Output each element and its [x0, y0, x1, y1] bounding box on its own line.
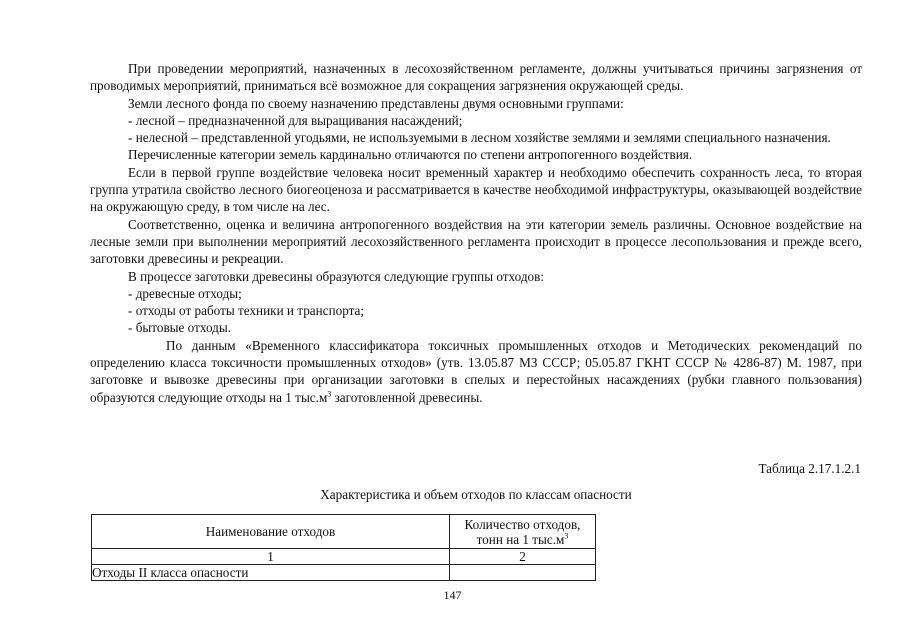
paragraph: В процессе заготовки древесины образуются следующие группы отходов:	[128, 268, 545, 284]
paragraph: Земли лесного фонда по своему назначению представлены двумя основными группами:	[128, 95, 624, 111]
table-caption: Таблица 2.17.1.2.1	[758, 461, 861, 476]
table-row	[92, 565, 596, 581]
waste-value-cell	[450, 565, 596, 581]
column-number: 1	[92, 549, 450, 565]
waste-table	[91, 514, 596, 581]
table-title: Характеристика и объем отходов по классам опасности	[320, 487, 632, 502]
paragraph: Перечисленные категории земель кардинально отличаются по степени антропогенного воздействия.	[128, 147, 693, 163]
quantity-header-line2: тонн на 1 тыс.м	[476, 531, 565, 547]
quantity-header-line1: Количество отходов,	[464, 516, 581, 532]
paragraph: Если в первой группе воздействие человека носит временный характер и необходимо обеспечить сохранность леса, то вторая группа утратила свойство лесного биогеоценоза и рассматривается в качестве необходимой инфраструктуры, оказывающей воздействие на окружающую среду, в том числе на лес.	[90, 164, 862, 215]
list-item: - бытовые отходы.	[128, 320, 232, 336]
paragraph-text: По данным «Временного классификатора токсичных промышленных отходов и Методических рекомендаций по определению класса токсичности промышленных отходов» (утв. 13.05.87 МЗ СССР; 05.05.87 ГКНТ СССР № 4286-87) М. 1987, при заготовке и вывозке древесины при организации заготовки в спелых и перестойных насаждениях (рубки главного пользования) образуются следующие отходы на 1 тыс.м	[90, 337, 862, 405]
paragraph	[90, 337, 862, 406]
waste-name-cell: Отходы II класса опасности	[92, 565, 450, 581]
paragraph: При проведении мероприятий, назначенных в лесохозяйственном регламенте, должны учитываться причины загрязнения от проводимых мероприятий, приниматься всё возможное для сокращения загрязнения окружающей среды.	[90, 61, 862, 94]
paragraph-text-end: заготовленной древесины.	[331, 389, 483, 405]
list-item: - лесной – предназначенной для выращивания насаждений;	[128, 112, 463, 128]
superscript: 3	[564, 531, 569, 541]
body-text	[90, 60, 862, 406]
list-item: - отходы от работы техники и транспорта;	[128, 303, 365, 319]
table-header-row	[92, 515, 596, 549]
column-number-row	[92, 549, 596, 565]
column-header-quantity	[450, 515, 596, 549]
column-number: 2	[450, 549, 596, 565]
column-header-waste-name: Наименование отходов	[92, 515, 450, 549]
list-item: - нелесной – представленной угодьями, не используемыми в лесном хозяйстве землями и землями специального назначения.	[128, 130, 831, 146]
superscript: 3	[327, 389, 332, 399]
list-item: - древесные отходы;	[128, 285, 242, 301]
page-number: 147	[443, 588, 462, 602]
paragraph: Соответственно, оценка и величина антропогенного воздействия на эти категории земель различны. Основное воздействие на лесные земли при выполнении мероприятий лесохозяйственного регламента происходит в процессе лесопользования и прежде всего, заготовки древесины и рекреации.	[90, 216, 862, 267]
